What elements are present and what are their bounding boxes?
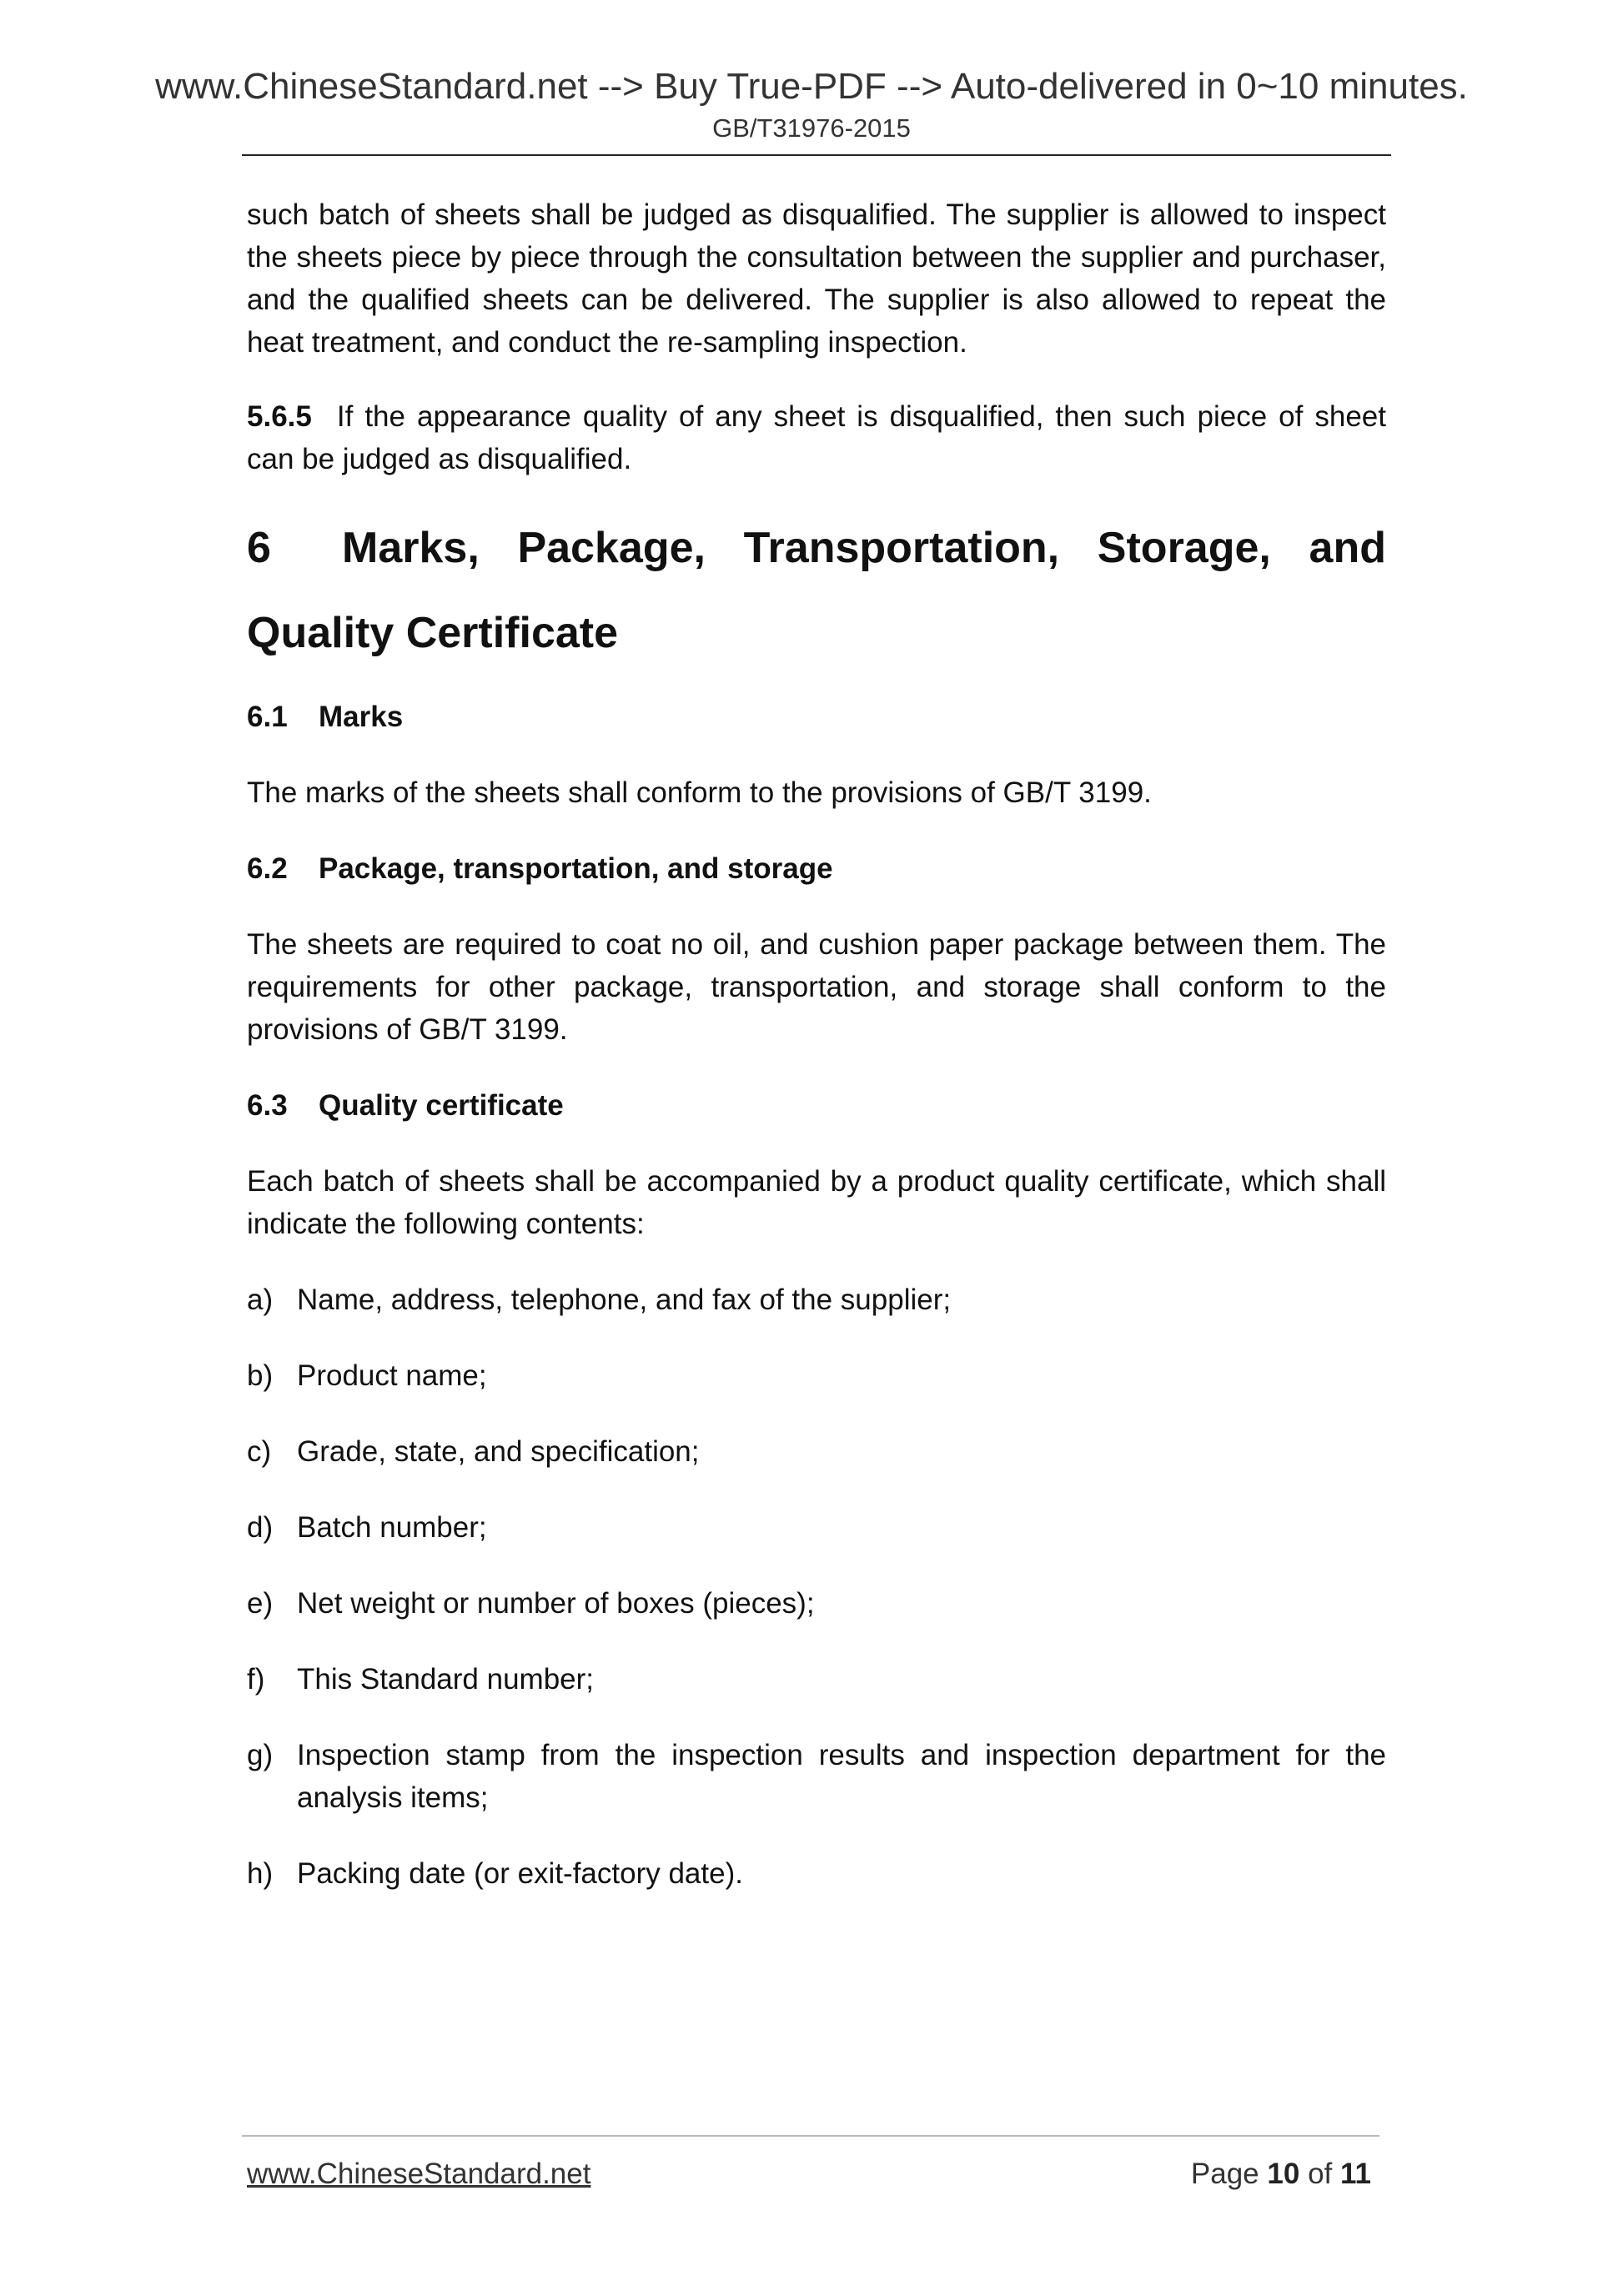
section-number: 6.3 [247, 1089, 288, 1122]
list-item [247, 1582, 1386, 1625]
footer-divider [242, 2135, 1379, 2137]
list-item [247, 1430, 1386, 1473]
current-page-number: 10 [1267, 2158, 1300, 2190]
list-text: This Standard number; [297, 1663, 595, 1696]
list-marker: d) [247, 1511, 274, 1544]
of-word: of [1308, 2158, 1333, 2190]
chapter-heading [247, 505, 1386, 676]
section-6-3-text: Each batch of sheets shall be accompanied by a product quality certificate, which shall indicate the following contents: [247, 1165, 1386, 1240]
chapter-number: 6 [247, 524, 271, 572]
list-item [247, 1354, 1386, 1397]
list-text: Net weight or number of boxes (pieces); [297, 1587, 815, 1620]
standard-code: GB/T31976-2015 [712, 113, 911, 143]
section-title: Package, transportation, and storage [319, 852, 833, 885]
list-text: Packing date (or exit-factory date). [297, 1857, 743, 1890]
document-body [247, 193, 1386, 1895]
section-6-2-text: The sheets are required to coat no oil, and cushion paper package between them. The requirements for other package, transportation, and storage shall conform to the provisions of GB/T 3199. [247, 928, 1386, 1046]
section-6-1-text: The marks of the sheets shall conform to the provisions of GB/T 3199. [247, 776, 1152, 809]
list-marker: e) [247, 1587, 274, 1620]
list-text: Name, address, telephone, and fax of the supplier; [297, 1284, 952, 1316]
section-title: Quality certificate [319, 1089, 564, 1122]
list-item [247, 1506, 1386, 1549]
list-marker: a) [247, 1284, 274, 1316]
clause-text: If the appearance quality of any sheet is disqualified, then such piece of sheet can be judged as disqualified. [247, 400, 1386, 475]
list-marker: c) [247, 1435, 272, 1468]
list-marker: f) [247, 1663, 265, 1696]
section-heading-6-1 [247, 696, 1386, 738]
page-word: Page [1190, 2158, 1259, 2190]
list-text: Grade, state, and specification; [297, 1435, 700, 1468]
chapter-title: Marks, Package, Transportation, Storage, and Quality Certificate [247, 524, 1386, 657]
list-text: Inspection stamp from the inspection results and inspection department for the analysis items; [297, 1739, 1386, 1814]
section-number: 6.2 [247, 852, 288, 885]
section-title: Marks [319, 701, 404, 733]
page-header [0, 62, 1623, 145]
list-marker: g) [247, 1739, 274, 1771]
list-item [247, 1279, 1386, 1321]
continuation-paragraph: such batch of sheets shall be judged as disqualified. The supplier is allowed to inspect the sheets piece by piece through the consultation between the supplier and purchaser, and the qualified sheets can be delivered. The supplier is also allowed to repeat the heat treatment, and conduct the re-sampling inspection. [247, 198, 1386, 359]
total-page-number: 11 [1340, 2158, 1371, 2190]
footer-website-link[interactable]: www.ChineseStandard.net [247, 2158, 591, 2190]
header-banner: www.ChineseStandard.net --> Buy True-PDF --> Auto-delivered in 0~10 minutes. [155, 66, 1468, 107]
clause-5-6-5 [247, 395, 1386, 480]
section-heading-6-2 [247, 847, 1386, 890]
section-number: 6.1 [247, 701, 288, 733]
list-text: Batch number; [297, 1511, 487, 1544]
certificate-contents-list [247, 1279, 1386, 1895]
clause-number: 5.6.5 [247, 400, 312, 433]
header-divider [242, 154, 1391, 156]
list-item [247, 1852, 1386, 1895]
list-marker: b) [247, 1359, 274, 1392]
list-text: Product name; [297, 1359, 487, 1392]
page-indicator [1191, 2153, 1371, 2195]
section-heading-6-3 [247, 1084, 1386, 1127]
list-marker: h) [247, 1857, 274, 1890]
list-item [247, 1734, 1386, 1819]
list-item [247, 1658, 1386, 1701]
